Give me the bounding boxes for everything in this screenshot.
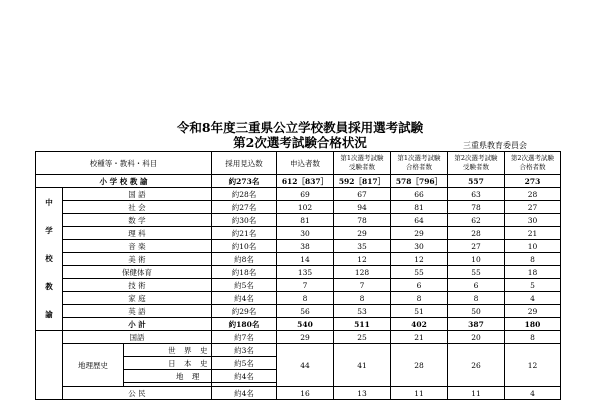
cell-value: 41 [334, 344, 391, 387]
cell-value: 30 [505, 214, 561, 227]
cell-value: 128 [334, 266, 391, 279]
sub-label: 地 理 [168, 370, 212, 383]
document-title-line2: 第2次選考試験合格状況 [233, 135, 367, 150]
cell-quota: 約4名 [212, 370, 277, 383]
row-jh-9 [36, 305, 561, 318]
cell-quota: 約7名 [212, 331, 277, 344]
cell-second-passers: 273 [505, 175, 561, 188]
cell-value: 6 [391, 279, 448, 292]
cell-value: 38 [277, 240, 334, 253]
cell-first-passers: 578［796］ [391, 175, 448, 188]
cell-value: 62 [448, 214, 505, 227]
cell-value: 25 [334, 331, 391, 344]
header-applicants: 申込者数 [277, 152, 334, 175]
row-hs-kokugo [36, 331, 561, 344]
row-elementary [36, 175, 561, 188]
cell-value: 6 [448, 279, 505, 292]
sub-label: 世 界 史 [168, 345, 211, 355]
row-jh-5 [36, 253, 561, 266]
row-jh-1 [36, 201, 561, 214]
header-first-examinees: 第1次選考試験 受験者数 [334, 152, 391, 175]
cell-value: 4 [505, 292, 561, 305]
cell-value: 102 [277, 201, 334, 214]
cell-value: 29 [391, 227, 448, 240]
cell-value: 540 [277, 318, 334, 331]
cell-value: 78 [334, 214, 391, 227]
document-title-line1: 令和8年度三重県公立学校教員採用選考試験 [176, 120, 424, 135]
sub-spacer [124, 357, 168, 370]
row-label: 小 学 校 教 諭 [36, 175, 212, 188]
header-quota: 採用見込数 [212, 152, 277, 175]
row-label-chireki: 地理歴史 [63, 344, 124, 387]
cell-quota: 約10名 [212, 240, 277, 253]
cell-value: 55 [391, 266, 448, 279]
cell-value: 28 [505, 188, 561, 201]
row-jh-7 [36, 279, 561, 292]
cell-value: 67 [334, 188, 391, 201]
cell-value: 35 [334, 240, 391, 253]
results-table [35, 151, 561, 400]
cell-value: 29 [505, 305, 561, 318]
cell-value: 8 [505, 253, 561, 266]
row-label: 国 語 [63, 188, 212, 201]
row-jh-total [36, 318, 561, 331]
cell-value: 26 [448, 344, 505, 387]
cell-value: 20 [448, 331, 505, 344]
cell-value: 8 [448, 292, 505, 305]
cell-value: 27 [505, 201, 561, 214]
cell-value: 8 [391, 292, 448, 305]
header-category: 校種等・教科・科目 [36, 152, 212, 175]
cell-quota: 約5名 [212, 357, 277, 370]
cell-value: 10 [505, 240, 561, 253]
cell-value: 94 [334, 201, 391, 214]
cell-value: 81 [277, 214, 334, 227]
row-label: 英 語 [63, 305, 212, 318]
cell-quota: 約3名 [212, 344, 277, 357]
row-label: 音 楽 [63, 240, 212, 253]
row-label: 技 術 [63, 279, 212, 292]
cell-value: 63 [448, 188, 505, 201]
sub-label: 日 本 史 [168, 358, 211, 368]
cell-applicants: 612［837］ [277, 175, 334, 188]
row-hs-chireki-0 [36, 344, 561, 357]
cell-value: 30 [277, 227, 334, 240]
row-label: 数 学 [63, 214, 212, 227]
cell-value: 511 [334, 318, 391, 331]
cell-value: 28 [391, 344, 448, 387]
row-label: 社 会 [63, 201, 212, 214]
row-jh-4 [36, 240, 561, 253]
row-jh-3 [36, 227, 561, 240]
cell-value: 29 [277, 331, 334, 344]
row-jh-0 [36, 188, 561, 201]
row-jh-6 [36, 266, 561, 279]
header-first-passers: 第1次選考試験 合格者数 [391, 152, 448, 175]
cell-second-examinees: 557 [448, 175, 505, 188]
cell-value: 12 [505, 344, 561, 387]
cell-value: 7 [334, 279, 391, 292]
row-label: 理 科 [63, 227, 212, 240]
cell-value: 11 [448, 387, 505, 400]
group-label-high-school [36, 331, 63, 400]
cell-quota: 約180名 [212, 318, 277, 331]
cell-value: 4 [505, 387, 561, 400]
cell-quota: 約273名 [212, 175, 277, 188]
cell-value: 78 [448, 201, 505, 214]
cell-value: 21 [505, 227, 561, 240]
cell-value: 28 [448, 227, 505, 240]
cell-quota: 約21名 [212, 227, 277, 240]
group-label-junior-high: 中 学 校 教 諭 [36, 188, 63, 331]
header-second-examinees: 第2次選考試験 受験者数 [448, 152, 505, 175]
cell-quota: 約18名 [212, 266, 277, 279]
row-label: 家 庭 [63, 292, 212, 305]
cell-value: 27 [448, 240, 505, 253]
cell-value: 69 [277, 188, 334, 201]
cell-value: 56 [277, 305, 334, 318]
cell-value: 51 [391, 305, 448, 318]
cell-value: 64 [391, 214, 448, 227]
cell-value: 81 [391, 201, 448, 214]
cell-value: 18 [505, 266, 561, 279]
cell-value: 66 [391, 188, 448, 201]
header-second-passers: 第2次選考試験 合格者数 [505, 152, 561, 175]
cell-quota: 約28名 [212, 188, 277, 201]
cell-value: 8 [505, 331, 561, 344]
cell-value: 30 [391, 240, 448, 253]
row-label: 国語 [63, 331, 212, 344]
cell-value: 10 [448, 253, 505, 266]
cell-value: 12 [334, 253, 391, 266]
cell-value: 55 [448, 266, 505, 279]
cell-value: 8 [277, 292, 334, 305]
row-jh-8 [36, 292, 561, 305]
cell-quota: 約8名 [212, 253, 277, 266]
row-label: 美 術 [63, 253, 212, 266]
cell-value: 44 [277, 344, 334, 387]
cell-value: 387 [448, 318, 505, 331]
cell-value: 402 [391, 318, 448, 331]
cell-quota: 約29名 [212, 305, 277, 318]
issuer-label: 三重県教育委員会 [463, 141, 527, 150]
cell-quota: 約5名 [212, 279, 277, 292]
cell-value: 7 [277, 279, 334, 292]
cell-value: 12 [391, 253, 448, 266]
cell-quota: 約30名 [212, 214, 277, 227]
cell-value: 53 [334, 305, 391, 318]
row-hs-koumin [36, 387, 561, 400]
cell-value: 13 [334, 387, 391, 400]
cell-value: 29 [334, 227, 391, 240]
row-label: 保健体育 [63, 266, 212, 279]
row-label: 公 民 [63, 387, 212, 400]
cell-value: 50 [448, 305, 505, 318]
sub-spacer [124, 344, 168, 357]
cell-value: 8 [334, 292, 391, 305]
cell-value: 5 [505, 279, 561, 292]
cell-value: 180 [505, 318, 561, 331]
cell-quota: 約4名 [212, 292, 277, 305]
cell-first-examinees: 592［817］ [334, 175, 391, 188]
cell-value: 16 [277, 387, 334, 400]
cell-value: 135 [277, 266, 334, 279]
cell-quota: 約4名 [212, 387, 277, 400]
cell-value: 14 [277, 253, 334, 266]
row-label-subtotal: 小 計 [63, 318, 212, 331]
row-jh-2 [36, 214, 561, 227]
cell-quota: 約27名 [212, 201, 277, 214]
cell-value: 21 [391, 331, 448, 344]
sub-spacer [124, 370, 168, 383]
cell-value: 11 [391, 387, 448, 400]
